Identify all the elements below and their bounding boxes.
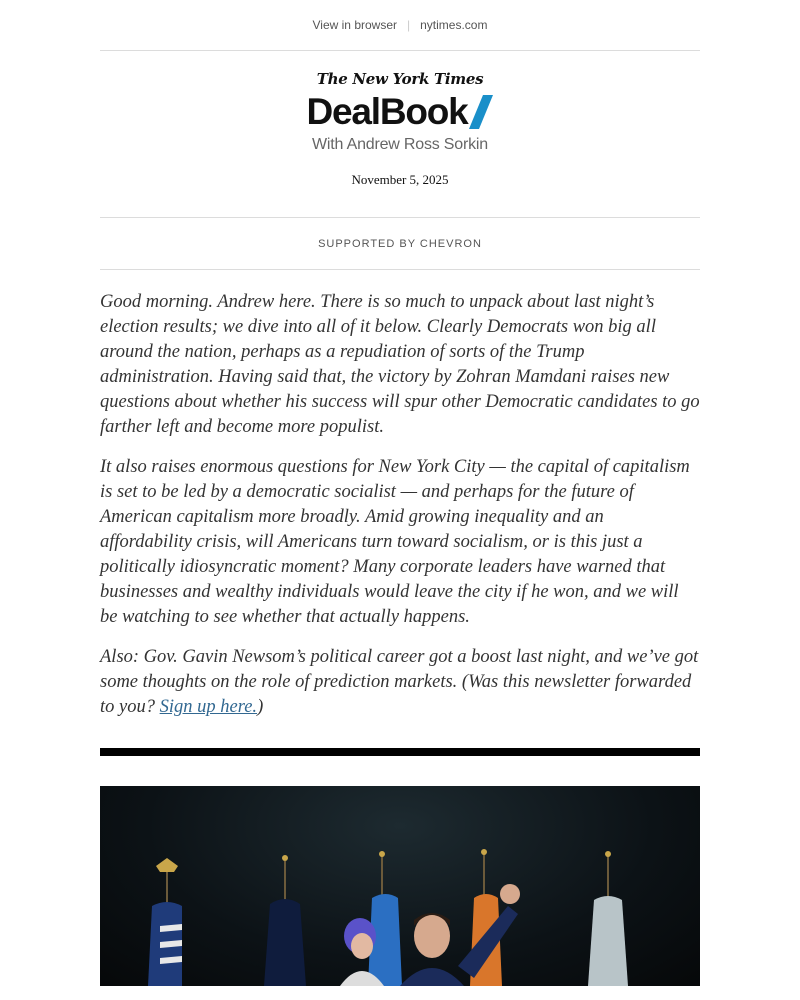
nytimes-link[interactable]: nytimes.com <box>420 18 488 32</box>
dealbook-logo <box>100 90 700 134</box>
masthead <box>100 51 700 217</box>
nyt-logo: The New York Times <box>316 70 484 88</box>
byline: With Andrew Ross Sorkin <box>312 136 488 153</box>
dealbook-wordmark: DealBook <box>306 91 468 132</box>
intro-paragraph-3-close: ) <box>257 697 264 717</box>
intro-paragraph-3-text: Also: Gov. Gavin Newsom’s political career got a boost last night, and we’ve got some thoughts on the role of prediction markets. (Was this newsletter forwarded to you? <box>100 647 699 717</box>
link-separator: | <box>407 18 411 32</box>
lead-photo-illustration <box>100 786 700 986</box>
section-divider <box>100 748 700 756</box>
intro-section <box>100 270 700 720</box>
intro-paragraph-1: Good morning. Andrew here. There is so much to unpack about last night’s election results; we dive into all of it below. Clearly Democrats won big all around the nation, perhaps as a repudiation of sorts of the Trump administration. Having said that, the victory by Zohran Mamdani raises new questions about whether his success will spur other Democratic candidates to go farther left and become more populist. <box>100 292 700 437</box>
view-in-browser-link[interactable]: View in browser <box>312 18 397 32</box>
slash-mark-icon <box>468 93 494 131</box>
intro-paragraph-3 <box>100 645 700 720</box>
lead-photo <box>100 786 700 986</box>
email-container <box>100 0 700 986</box>
intro-paragraph-2: It also raises enormous questions for New York City — the capital of capitalism is set to be led by a democratic socialist — and perhaps for the future of American capitalism more broadly. Amid growing inequality and an affordability crisis, will Americans turn toward socialism, or is this just a politically idiosyncratic moment? Many corporate leaders have warned that businesses and wealthy individuals would leave the city if he won, and we will be watching to see whether that actually happens. <box>100 457 690 627</box>
issue-date: November 5, 2025 <box>351 172 449 187</box>
top-links-bar <box>100 0 700 50</box>
sign-up-link[interactable]: Sign up here. <box>159 697 258 717</box>
sponsor-line: SUPPORTED BY CHEVRON <box>318 237 482 250</box>
